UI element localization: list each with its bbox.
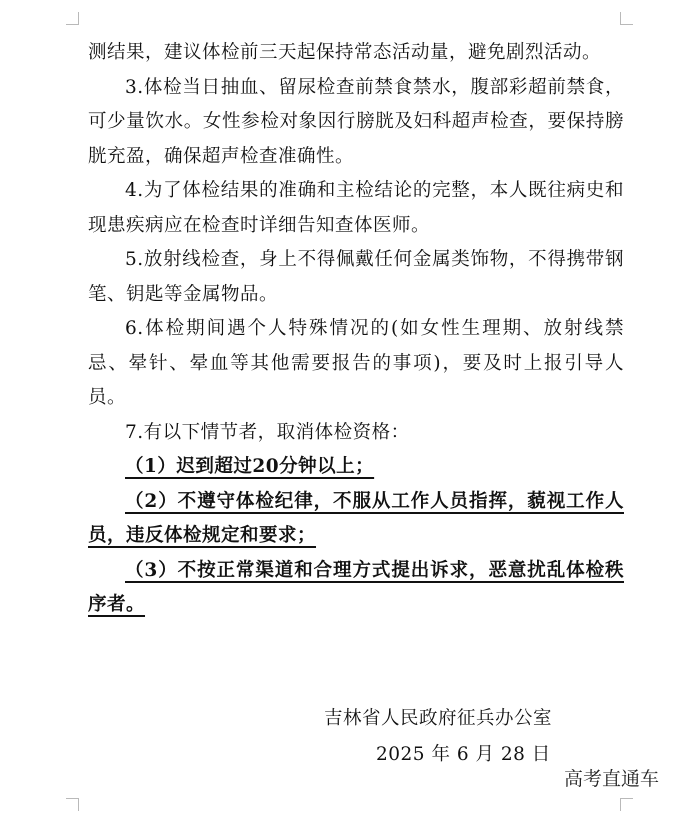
paragraph-item-5: 5.放射线检查，身上不得佩戴任何金属类饰物，不得携带钢笔、钥匙等金属物品。 bbox=[88, 249, 624, 305]
paragraph-continuation: 测结果，建议体检前三天起保持常态活动量，避免剧烈活动。 bbox=[88, 42, 602, 63]
paragraph-item-7: 7.有以下情节者，取消体检资格： bbox=[125, 421, 410, 443]
source-watermark: 高考直通车 bbox=[564, 768, 660, 790]
underlined-text-7-2: （2）不遵守体检纪律，不服从工作人员指挥，藐视工作人员，违反体检规定和要求； bbox=[88, 490, 624, 546]
paragraph-item-3: 3.体检当日抽血、留尿检查前禁食禁水，腹部彩超前禁食，可少量饮水。女性参检对象因行膀胱及妇科超声检查，要保持膀胱充盈，确保超声检查准确性。 bbox=[88, 76, 624, 167]
paragraph-item-4: 4.为了体检结果的准确和主检结论的完整，本人既往病史和现患疾病应在检查时详细告知查体医师。 bbox=[88, 180, 624, 236]
paragraph-item-6: 6.体检期间遇个人特殊情况的(如女性生理期、放射线禁忌、晕针、晕血等其他需要报告的事项)，要及时上报引导人员。 bbox=[88, 318, 624, 408]
signature-organization: 吉林省人民政府征兵办公室 bbox=[324, 708, 553, 729]
crop-mark-top-right bbox=[620, 12, 633, 25]
signature-date: 2025 年 6 月 28 日 bbox=[376, 744, 551, 765]
paragraph-item-7-sub-1 bbox=[88, 450, 624, 485]
document-body bbox=[88, 36, 624, 623]
paragraph-item-7-sub-3 bbox=[88, 554, 624, 623]
paragraph-item-7-sub-2 bbox=[88, 485, 624, 554]
crop-mark-top-left bbox=[66, 12, 79, 25]
underlined-text-7-3: （3）不按正常渠道和合理方式提出诉求，恶意扰乱体检秩序者。 bbox=[88, 559, 624, 615]
crop-mark-bottom-left bbox=[66, 798, 79, 811]
underlined-text-7-1: （1）迟到超过20分钟以上； bbox=[125, 456, 375, 477]
crop-mark-bottom-right bbox=[620, 798, 633, 811]
